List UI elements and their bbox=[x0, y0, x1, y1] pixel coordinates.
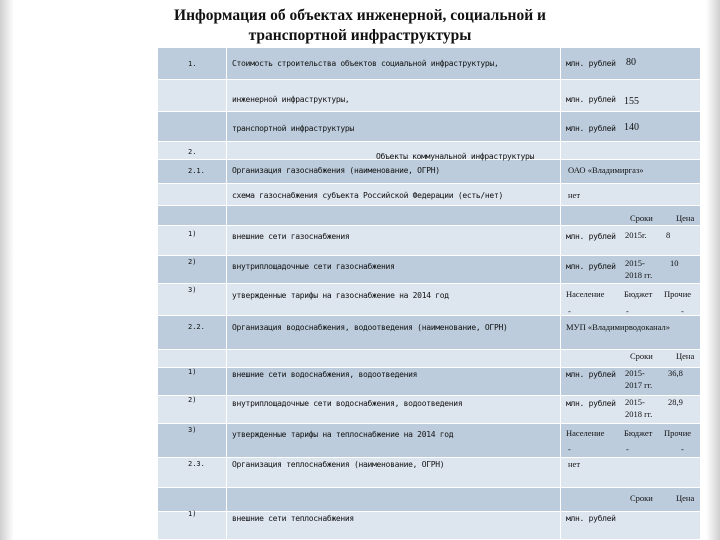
row-number: 2. bbox=[188, 148, 197, 156]
row-label: схема газоснабжения субъекта Российской Федерации (есть/нет) bbox=[232, 191, 503, 200]
row-unit: млн. рублей bbox=[566, 59, 616, 68]
row-terms-start: 2015- bbox=[625, 258, 645, 268]
row-value: 140 bbox=[624, 122, 639, 133]
table-row bbox=[158, 488, 700, 512]
row-number: 3) bbox=[188, 286, 197, 294]
row-label: инженерной инфраструктуры, bbox=[232, 95, 350, 104]
row-price: 10 bbox=[670, 258, 679, 268]
row-value: 155 bbox=[624, 96, 639, 107]
section-heading: Объекты коммунальной инфраструктуры bbox=[376, 152, 535, 161]
column-header-price: Цена bbox=[676, 351, 695, 361]
row-number: 3) bbox=[188, 426, 197, 434]
row-terms-start: 2015- bbox=[625, 397, 645, 407]
column-header-price: Цена bbox=[676, 493, 695, 503]
row-number: 2.1. bbox=[188, 167, 205, 175]
row-label: внешние сети газоснабжения bbox=[232, 232, 350, 241]
row-terms-end: 2018 гг. bbox=[625, 409, 653, 419]
row-price: 36,8 bbox=[668, 368, 683, 378]
row-terms-end: 2017 гг. bbox=[625, 380, 653, 390]
row-value: ОАО «Владимиргаз» bbox=[568, 165, 644, 175]
row-label: внутриплощадочные сети водоснабжения, водоотведения bbox=[232, 399, 463, 408]
row-number: 1) bbox=[188, 230, 197, 238]
row-label: Организация теплоснабжения (наименование, ОГРН) bbox=[232, 460, 445, 469]
tariff-value-population: - bbox=[568, 306, 571, 316]
tariff-header-budget: Бюджет bbox=[624, 289, 653, 299]
left-edge-shadow bbox=[0, 0, 14, 540]
tariff-value-budget: - bbox=[626, 444, 629, 454]
row-unit: млн. рублей bbox=[566, 95, 616, 104]
column-header-terms: Сроки bbox=[630, 493, 653, 503]
tariff-header-population: Население bbox=[566, 428, 605, 438]
row-label: транспортной инфраструктуры bbox=[232, 124, 354, 133]
table-row bbox=[158, 206, 700, 226]
tariff-header-population: Население bbox=[566, 289, 605, 299]
tariff-value-other: - bbox=[681, 444, 684, 454]
row-label: Стоимость строительства объектов социальной инфраструктуры, bbox=[232, 59, 499, 68]
tariff-header-other: Прочие bbox=[664, 428, 692, 438]
column-divider bbox=[226, 48, 227, 540]
row-unit: млн. рублей bbox=[566, 232, 616, 241]
row-value: 80 bbox=[626, 57, 636, 68]
row-number: 2) bbox=[188, 258, 197, 266]
row-value: нет bbox=[568, 190, 581, 200]
tariff-value-budget: - bbox=[626, 306, 629, 316]
column-header-terms: Сроки bbox=[630, 213, 653, 223]
table-row bbox=[158, 350, 700, 368]
row-label: внешние сети водоснабжения, водоотведения bbox=[232, 370, 418, 379]
row-terms: 2015г. bbox=[625, 230, 647, 240]
tariff-value-other: - bbox=[681, 306, 684, 316]
row-terms-end: 2018 гг. bbox=[625, 270, 653, 280]
row-label: внешние сети теплоснабжения bbox=[232, 514, 354, 523]
column-header-terms: Сроки bbox=[630, 351, 653, 361]
row-value: нет bbox=[568, 459, 581, 469]
tariff-header-other: Прочие bbox=[664, 289, 692, 299]
slide-title: Информация об объектах инженерной, социальной и транспортной инфраструктуры bbox=[174, 7, 546, 44]
row-label: утвержденные тарифы на газоснабжение на 2014 год bbox=[232, 291, 449, 300]
row-label: внутриплощадочные сети газоснабжения bbox=[232, 262, 395, 271]
row-value: МУП «Владимирводоканал» bbox=[566, 322, 671, 332]
row-label: Организация водоснабжения, водоотведения (наименование, ОГРН) bbox=[232, 323, 508, 332]
tariff-value-population: - bbox=[568, 444, 571, 454]
row-unit: млн. рублей bbox=[566, 262, 616, 271]
row-label: Организация газоснабжения (наименование, ОГРН) bbox=[232, 166, 440, 175]
row-number: 2) bbox=[188, 396, 197, 404]
row-price: 8 bbox=[666, 230, 671, 240]
row-number: 1) bbox=[188, 510, 197, 518]
row-price: 28,9 bbox=[668, 397, 683, 407]
right-edge-shadow bbox=[706, 0, 720, 540]
row-unit: млн. рублей bbox=[566, 514, 616, 523]
row-number: 1) bbox=[188, 368, 197, 376]
column-divider bbox=[560, 48, 561, 540]
tariff-header-budget: Бюджет bbox=[624, 428, 653, 438]
row-unit: млн. рублей bbox=[566, 124, 616, 133]
row-label: утвержденные тарифы на теплоснабжение на 2014 год bbox=[232, 430, 454, 439]
row-unit: млн. рублей bbox=[566, 399, 616, 408]
row-unit: млн. рублей bbox=[566, 370, 616, 379]
row-number: 1. bbox=[188, 60, 197, 68]
row-number: 2.3. bbox=[188, 460, 205, 468]
row-number: 2.2. bbox=[188, 323, 205, 331]
column-header-price: Цена bbox=[676, 213, 695, 223]
row-terms-start: 2015- bbox=[625, 368, 645, 378]
